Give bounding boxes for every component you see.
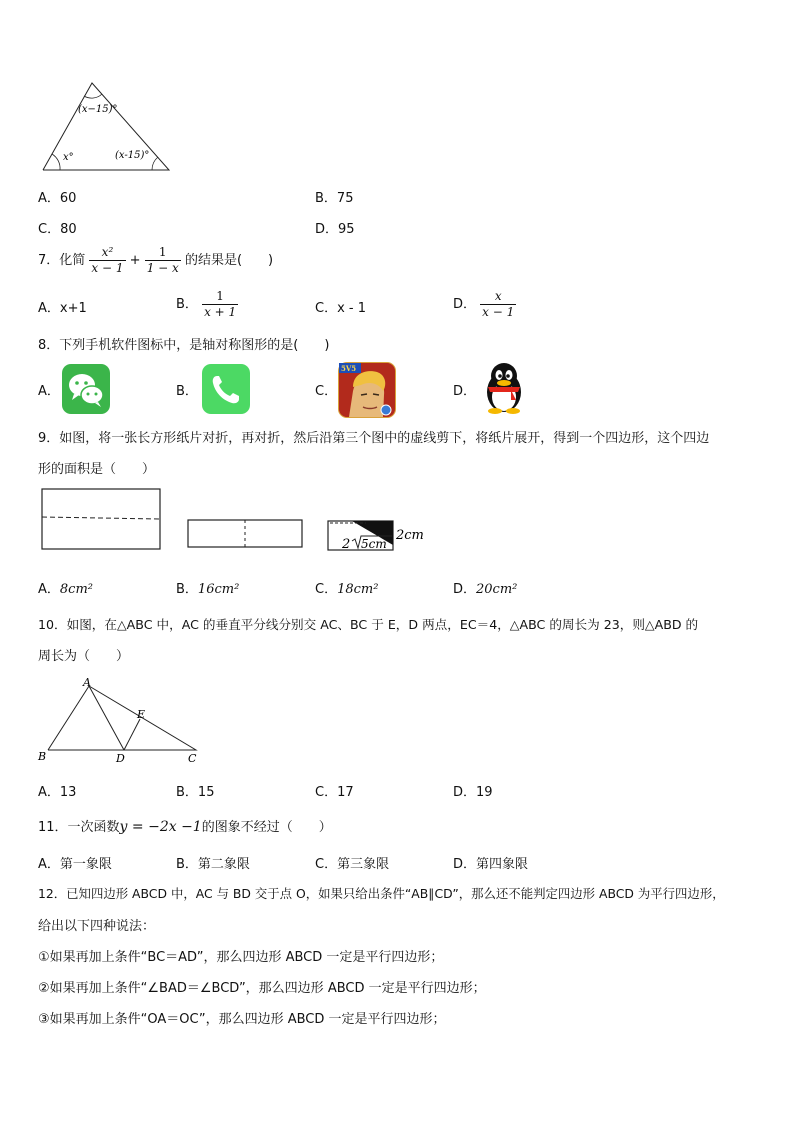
q9-option-a[interactable]: [38, 578, 93, 597]
angle-arc-right: [152, 157, 158, 170]
q7-plus: +: [129, 253, 141, 268]
angle-arc-left: [52, 154, 60, 170]
q8-option-b[interactable]: B．: [176, 384, 198, 399]
q7-option-d-den: x − 1: [482, 305, 515, 319]
qq-penguin-icon[interactable]: [480, 360, 528, 414]
q6-option-d[interactable]: D．95: [315, 222, 355, 237]
q7-option-a[interactable]: A．x+1: [38, 301, 87, 316]
triangle-figure: [38, 78, 178, 174]
q7-option-d-label: D．: [453, 297, 477, 312]
q7-prefix: 7．化简: [38, 253, 86, 268]
angle-label-right: (x-15)°: [115, 150, 150, 161]
q6-option-a[interactable]: A．60: [38, 191, 77, 206]
q7-option-b-den: x + 1: [204, 305, 237, 319]
segment-de: [124, 719, 140, 750]
q10-option-b[interactable]: B．15: [176, 785, 215, 800]
q7-suffix: 的结果是( ): [184, 253, 274, 268]
q9-stem-line1: 9．如图，将一张长方形纸片对折，再对折，然后沿第三个图中的虚线剪下，将纸片展开，得到一个四边形，这个四边: [38, 431, 710, 446]
q12-statement-3: ③如果再加上条件“OA＝OC”，那么四边形 ABCD 一定是平行四边形；: [38, 1012, 446, 1027]
q7-fraction-2: [145, 245, 181, 276]
q9-stem-line2: 形的面积是（ ）: [38, 462, 156, 477]
q9-option-a-value: 8cm²: [59, 582, 93, 597]
angle-arc-top: [84, 94, 102, 98]
q9-option-c-label: C．: [315, 582, 338, 597]
label-2cm: 2cm: [396, 528, 424, 543]
q12-stem-line2: 给出以下四种说法：: [38, 919, 156, 934]
q7-option-d-fraction: [480, 289, 516, 320]
angle-label-left: x°: [63, 152, 74, 163]
q7-option-d[interactable]: [453, 285, 516, 325]
q11-formula: y = −2x −1: [119, 819, 202, 835]
q7-option-b-label: B．: [176, 297, 198, 312]
q9-option-a-label: A．: [38, 582, 60, 597]
q6-option-b[interactable]: B．75: [315, 191, 354, 206]
phone-icon[interactable]: [202, 364, 250, 414]
game-icon-badge: 5V5: [341, 364, 357, 373]
q10-option-d[interactable]: D．19: [453, 785, 493, 800]
q11-option-a[interactable]: A．第一象限: [38, 857, 112, 872]
q7-option-b[interactable]: [176, 285, 238, 325]
wechat-icon[interactable]: [62, 364, 110, 414]
q9-option-d-label: D．: [453, 582, 477, 597]
q8-option-a[interactable]: A．: [38, 384, 60, 399]
game-hero-icon[interactable]: [338, 362, 396, 418]
q8-option-d[interactable]: D．: [453, 384, 477, 399]
q7-frac1-num: x²: [101, 245, 114, 259]
vertex-label-a: A: [83, 676, 91, 689]
q11-stem: [38, 816, 332, 835]
q9-option-b-label: B．: [176, 582, 198, 597]
q7-frac1-den: x − 1: [91, 261, 124, 275]
q7-option-b-num: 1: [216, 289, 224, 303]
label-sqrt-5cm: 5cm: [361, 537, 387, 551]
q9-option-c-value: 18cm²: [337, 582, 379, 597]
q10-triangle-figure: [36, 674, 206, 768]
q11-option-b[interactable]: B．第二象限: [176, 857, 250, 872]
q11-option-d[interactable]: D．第四象限: [453, 857, 529, 872]
q7-fraction-1: [89, 245, 125, 276]
q7-frac2-num: 1: [158, 245, 167, 259]
q10-option-a[interactable]: A．13: [38, 785, 77, 800]
label-2sqrt5: 2: [342, 537, 351, 552]
q11-suffix: 的图象不经过（ ）: [201, 820, 332, 835]
q8-option-c[interactable]: C．: [315, 384, 338, 399]
q9-option-c[interactable]: [315, 578, 378, 597]
q7-option-d-num: x: [494, 289, 502, 303]
q10-stem-line2: 周长为（ ）: [38, 649, 130, 664]
q9-paper-folding-figure: [40, 487, 430, 557]
q6-option-c[interactable]: C．80: [38, 222, 77, 237]
q10-option-c[interactable]: C．17: [315, 785, 354, 800]
fold-line-1: [42, 517, 160, 519]
q12-statement-1: ①如果再加上条件“BC＝AD”，那么四边形 ABCD 一定是平行四边形；: [38, 950, 444, 965]
q7-option-b-fraction: [202, 289, 238, 320]
segment-ad: [89, 686, 124, 750]
q7-stem: [38, 244, 273, 278]
vertex-label-d: D: [116, 752, 125, 765]
vertex-label-c: C: [188, 752, 197, 765]
triangle-abc: [48, 686, 196, 750]
angle-label-top: (x−15)°: [78, 104, 118, 115]
q12-stem-line1: 12．已知四边形 ABCD 中，AC 与 BD 交于点 O，如果只给出条件“AB∥CD”，那么还不能判定四边形 ABCD 为平行四边形，: [38, 886, 725, 901]
q11-prefix: 11．一次函数: [38, 820, 120, 835]
vertex-label-b: B: [38, 750, 47, 763]
vertex-label-e: E: [137, 708, 146, 721]
q7-option-c[interactable]: C．x - 1: [315, 301, 366, 316]
triangle-outline: [43, 83, 169, 170]
q7-frac2-den: 1 − x: [146, 261, 179, 275]
q9-option-b[interactable]: [176, 578, 239, 597]
q9-option-d[interactable]: [453, 578, 517, 597]
q10-stem-line1: 10．如图，在△ABC 中，AC 的垂直平分线分别交 AC、BC 于 E，D 两点，EC＝4，△ABC 的周长为 23，则△ABD 的: [38, 617, 699, 632]
q9-option-d-value: 20cm²: [476, 582, 518, 597]
q12-statement-2: ②如果再加上条件“∠BAD＝∠BCD”，那么四边形 ABCD 一定是平行四边形；: [38, 981, 486, 996]
q11-option-c[interactable]: C．第三象限: [315, 857, 390, 872]
q8-stem: 8．下列手机软件图标中，是轴对称图形的是( ): [38, 338, 330, 353]
q9-option-b-value: 16cm²: [197, 582, 240, 597]
